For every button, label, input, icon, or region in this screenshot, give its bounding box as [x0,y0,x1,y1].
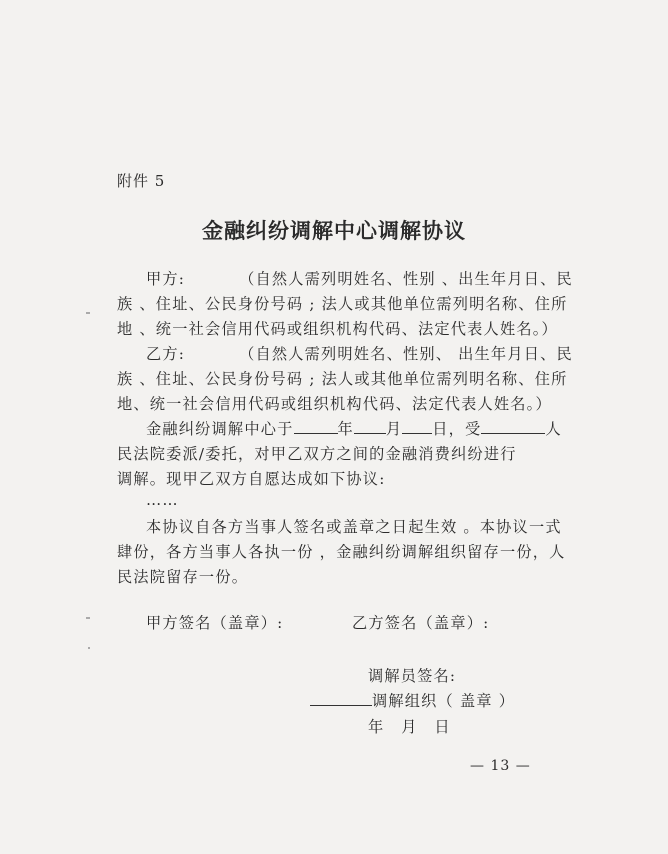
year-blank [294,420,338,434]
day-label: 日，受 [432,420,482,438]
effect-line3: 民法院留存一份。 [117,568,249,586]
court-blank [481,420,545,434]
effect-line1: 本协议自各方当事人签名或盖章之日起生效 。本协议一式 [146,518,562,536]
month-blank [354,420,386,434]
party-b-line1 [146,343,573,364]
date-month: 月 [401,718,417,736]
scan-mark [86,312,90,314]
date-day: 日 [434,718,450,736]
scan-mark [86,617,90,619]
month-label: 月 [385,420,403,438]
party-a-line1 [146,268,573,289]
agreement-ellipsis: …… [146,491,179,509]
mediation-org-seal: 调解组织（ 盖章 ） [372,692,516,710]
document-title: 金融纠纷调解中心调解协议 [202,218,466,243]
mediation-intro-line2: 民法院委派/委托，对甲乙双方之间的金融消费纠纷进行 [117,445,517,463]
mediation-intro-line3: 调解。现甲乙双方自愿达成如下协议: [117,470,386,488]
party-a-signature: 甲方签名（盖章）: [146,614,284,632]
party-b-signature: 乙方签名（盖章）: [352,614,490,632]
party-a-label: 甲方: [146,270,186,288]
party-b-note-3: 地、统一社会信用代码或组织机构代码、法定代表人姓名。） [117,395,552,413]
party-a-note-2: 族 、住址、公民身份号码 ; 法人或其他单位需列明名称、住所 [117,295,568,313]
signature-date [368,716,450,737]
party-b-label: 乙方: [146,345,186,363]
day-blank [402,420,432,434]
mediation-intro-line1 [146,418,562,439]
date-year: 年 [368,718,384,736]
party-b-note-2: 族 、住址、公民身份号码 ; 法人或其他单位需列明名称、住所 [117,370,568,388]
party-b-note-1: （自然人需列明姓名、性别、 出生年月日、民 [239,345,573,363]
party-a-note-1: （自然人需列明姓名、性别 、出生年月日、民 [239,270,573,288]
mediation-org-line [310,690,515,711]
attachment-label: 附件 5 [117,172,166,190]
org-blank [310,692,372,706]
year-label: 年 [337,420,354,438]
mediator-signature: 调解员签名: [368,667,457,685]
scan-mark [88,647,90,649]
effect-line2: 肆份，各方当事人各执一份 ，金融纠纷调解组织留存一份，人 [117,543,566,561]
page-number: — 13 — [470,758,531,774]
center-prefix: 金融纠纷调解中心于 [146,420,294,438]
party-a-note-3: 地 、统一社会信用代码或组织机构代码、法定代表人姓名。） [117,320,558,338]
person-char: 人 [545,420,562,438]
